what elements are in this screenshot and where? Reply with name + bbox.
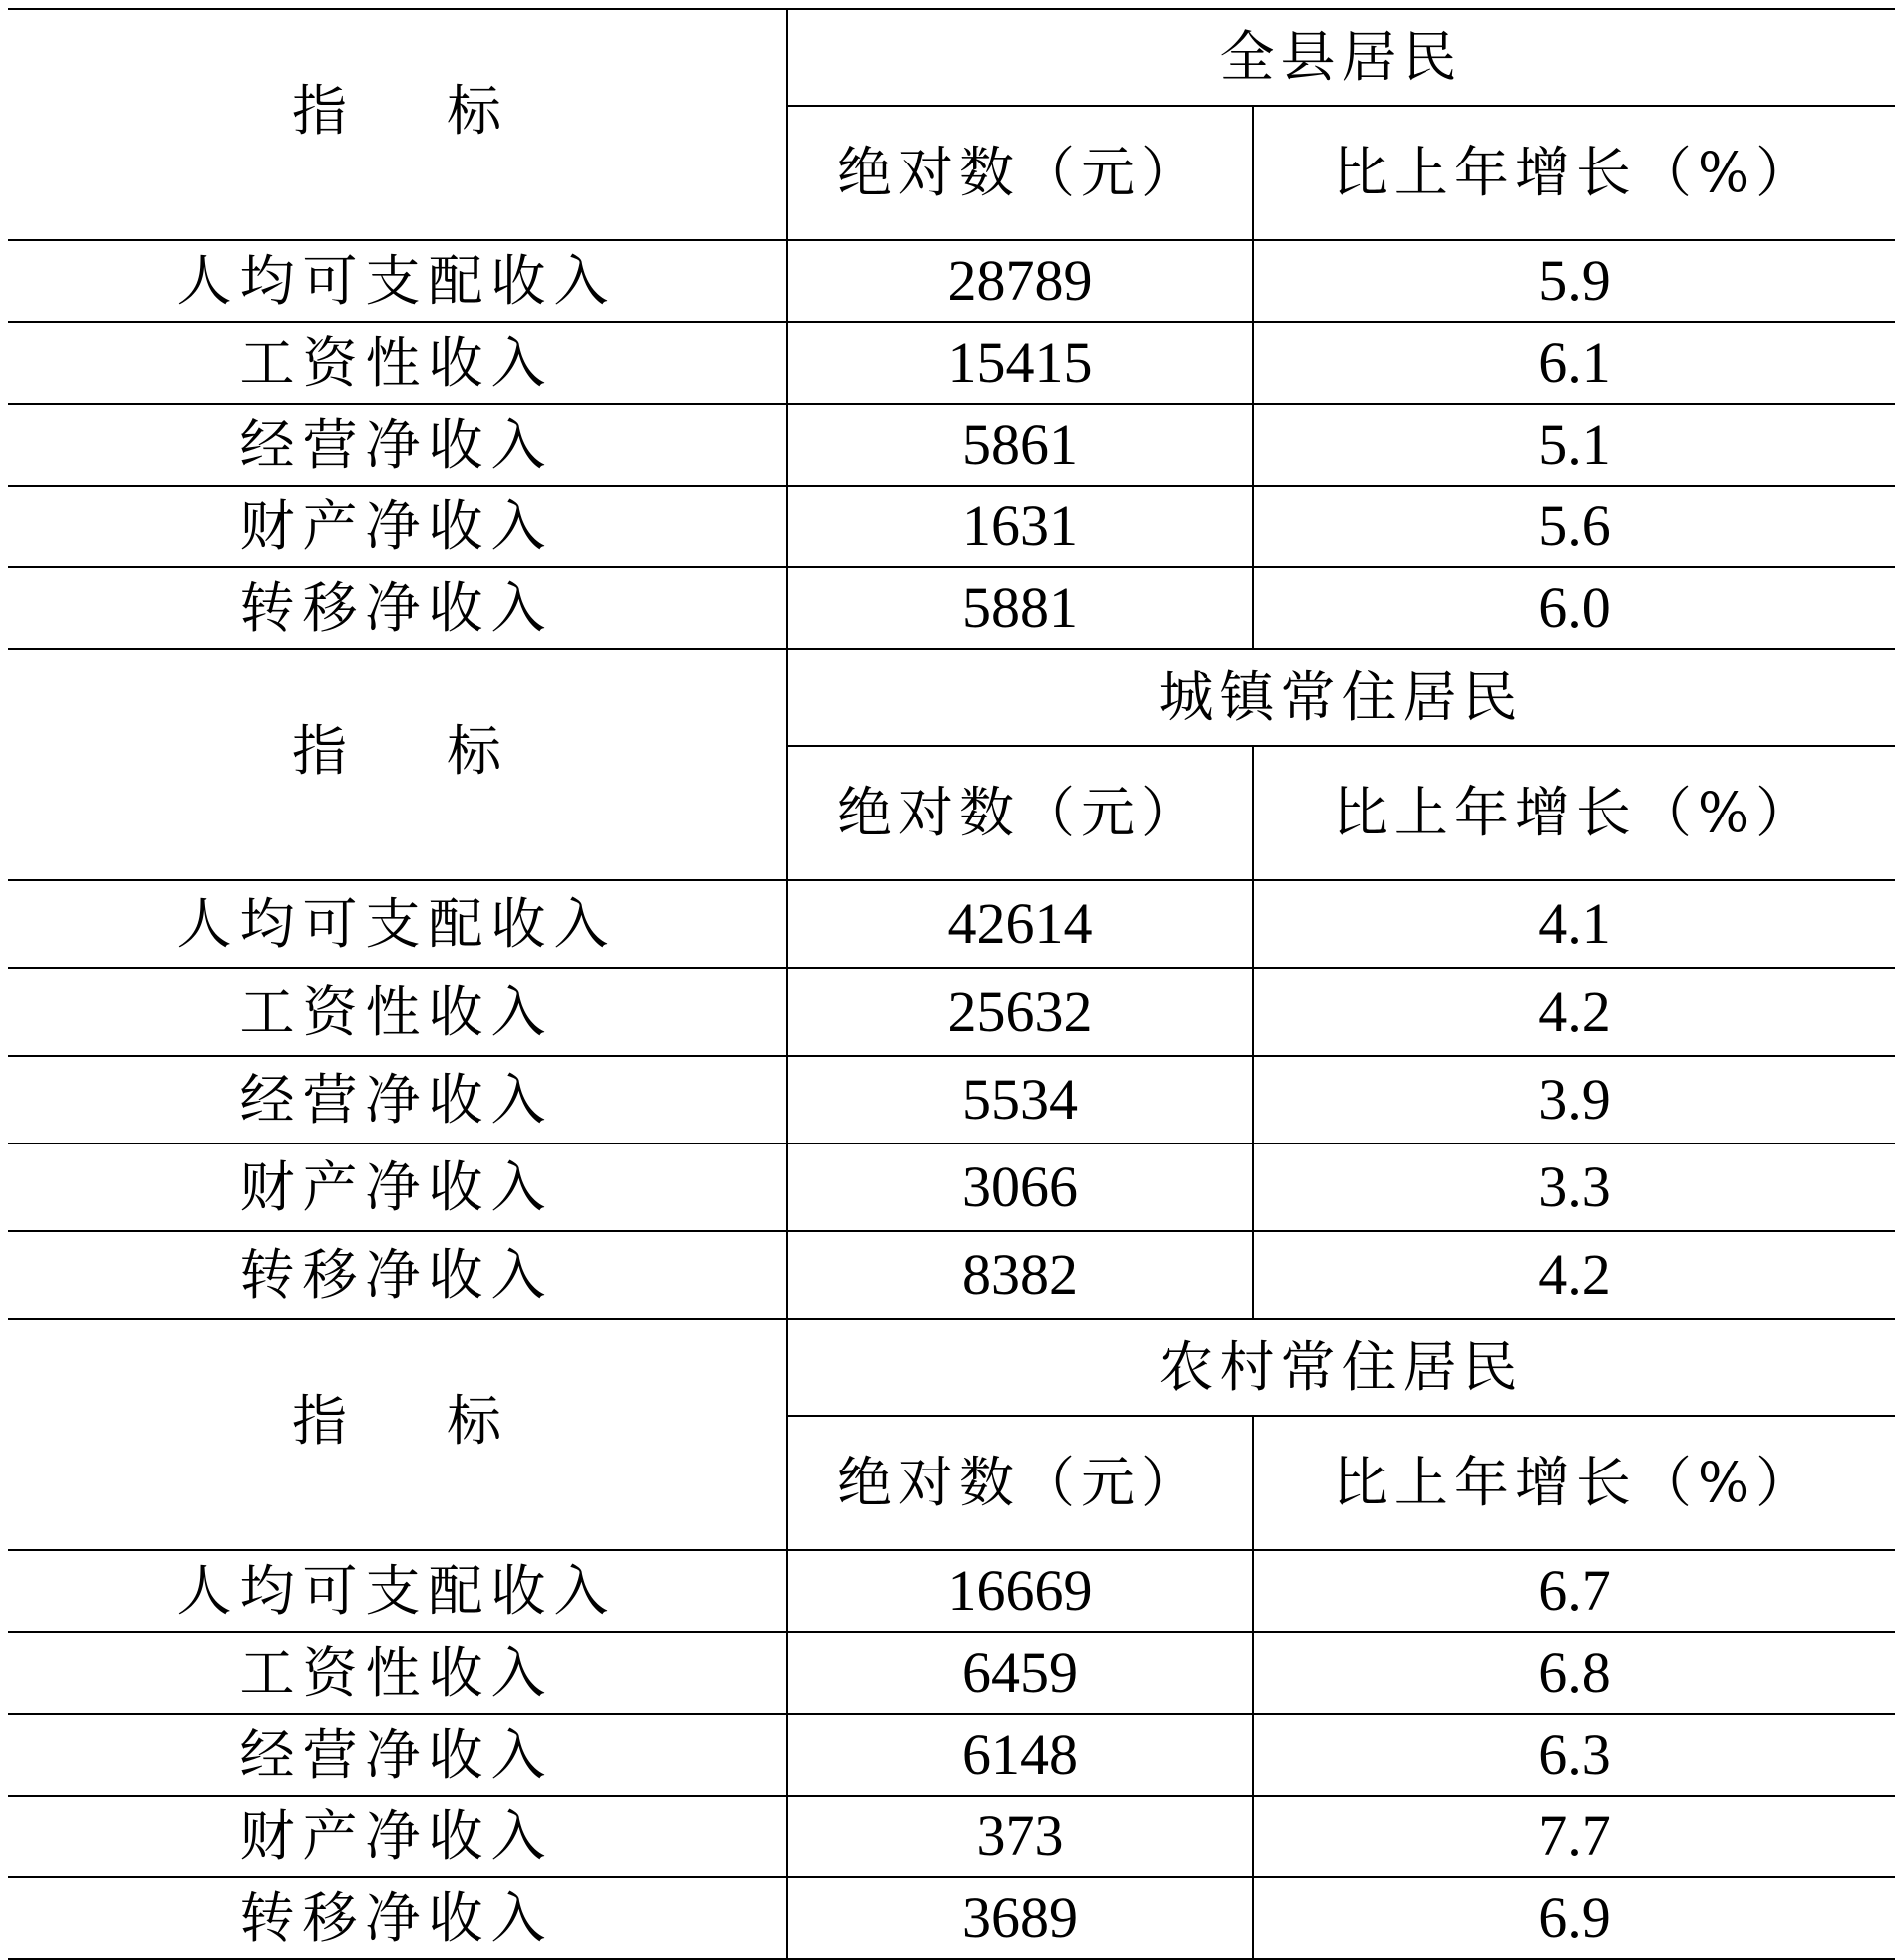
growth-value: 5.1 <box>1253 404 1895 486</box>
table-row <box>8 1632 1895 1714</box>
row-label: 工资性收入 <box>8 968 787 1056</box>
growth-header: 比上年增长（%） <box>1253 746 1895 880</box>
growth-value: 6.0 <box>1253 567 1895 649</box>
absolute-value: 28789 <box>787 240 1253 322</box>
absolute-value: 1631 <box>787 486 1253 567</box>
growth-value: 3.9 <box>1253 1056 1895 1143</box>
indicator-header-char2: 标 <box>447 718 502 783</box>
row-label: 工资性收入 <box>8 1632 787 1714</box>
indicator-header-char1: 指 <box>291 718 347 783</box>
absolute-value: 5861 <box>787 404 1253 486</box>
growth-value: 4.2 <box>1253 968 1895 1056</box>
row-label: 人均可支配收入 <box>8 1550 787 1632</box>
growth-value: 5.9 <box>1253 240 1895 322</box>
row-label: 转移净收入 <box>8 1877 787 1959</box>
indicator-header-char2: 标 <box>447 78 502 143</box>
section-title-row <box>8 1319 1895 1416</box>
absolute-value: 3689 <box>787 1877 1253 1959</box>
growth-value: 6.1 <box>1253 322 1895 404</box>
table-row <box>8 486 1895 567</box>
table-row <box>8 1231 1895 1319</box>
absolute-value: 25632 <box>787 968 1253 1056</box>
row-label: 人均可支配收入 <box>8 880 787 968</box>
section-title: 全县居民 <box>787 9 1895 106</box>
growth-value: 6.8 <box>1253 1632 1895 1714</box>
indicator-header <box>8 9 787 240</box>
growth-header: 比上年增长（%） <box>1253 1416 1895 1550</box>
absolute-header: 绝对数（元） <box>787 1416 1253 1550</box>
row-label: 工资性收入 <box>8 322 787 404</box>
indicator-header-char2: 标 <box>447 1388 502 1453</box>
row-label: 经营净收入 <box>8 404 787 486</box>
table-row <box>8 1056 1895 1143</box>
row-label: 经营净收入 <box>8 1056 787 1143</box>
row-label: 财产净收入 <box>8 486 787 567</box>
table-row <box>8 1714 1895 1796</box>
absolute-value: 8382 <box>787 1231 1253 1319</box>
absolute-value: 15415 <box>787 322 1253 404</box>
table-row <box>8 404 1895 486</box>
growth-value: 6.9 <box>1253 1877 1895 1959</box>
absolute-value: 6148 <box>787 1714 1253 1796</box>
row-label: 转移净收入 <box>8 567 787 649</box>
growth-value: 4.2 <box>1253 1231 1895 1319</box>
indicator-header-char1: 指 <box>291 78 347 143</box>
income-table <box>8 8 1895 1960</box>
row-label: 财产净收入 <box>8 1143 787 1231</box>
table-row <box>8 1796 1895 1877</box>
growth-value: 3.3 <box>1253 1143 1895 1231</box>
income-table-container <box>8 8 1895 1960</box>
table-row <box>8 322 1895 404</box>
section-title-row <box>8 9 1895 106</box>
section-title-row <box>8 649 1895 746</box>
table-row <box>8 1550 1895 1632</box>
absolute-value: 5534 <box>787 1056 1253 1143</box>
row-label: 经营净收入 <box>8 1714 787 1796</box>
table-row <box>8 968 1895 1056</box>
row-label: 转移净收入 <box>8 1231 787 1319</box>
table-row <box>8 880 1895 968</box>
indicator-header <box>8 649 787 880</box>
growth-value: 7.7 <box>1253 1796 1895 1877</box>
absolute-value: 16669 <box>787 1550 1253 1632</box>
table-row <box>8 1877 1895 1959</box>
growth-value: 4.1 <box>1253 880 1895 968</box>
row-label: 财产净收入 <box>8 1796 787 1877</box>
indicator-header <box>8 1319 787 1550</box>
absolute-value: 3066 <box>787 1143 1253 1231</box>
indicator-header-char1: 指 <box>291 1388 347 1453</box>
absolute-value: 5881 <box>787 567 1253 649</box>
absolute-header: 绝对数（元） <box>787 746 1253 880</box>
absolute-value: 373 <box>787 1796 1253 1877</box>
absolute-value: 42614 <box>787 880 1253 968</box>
table-row <box>8 567 1895 649</box>
section-title: 城镇常住居民 <box>787 649 1895 746</box>
growth-value: 5.6 <box>1253 486 1895 567</box>
growth-value: 6.7 <box>1253 1550 1895 1632</box>
absolute-header: 绝对数（元） <box>787 106 1253 240</box>
row-label: 人均可支配收入 <box>8 240 787 322</box>
table-row <box>8 1143 1895 1231</box>
absolute-value: 6459 <box>787 1632 1253 1714</box>
table-row <box>8 240 1895 322</box>
growth-value: 6.3 <box>1253 1714 1895 1796</box>
growth-header: 比上年增长（%） <box>1253 106 1895 240</box>
section-title: 农村常住居民 <box>787 1319 1895 1416</box>
